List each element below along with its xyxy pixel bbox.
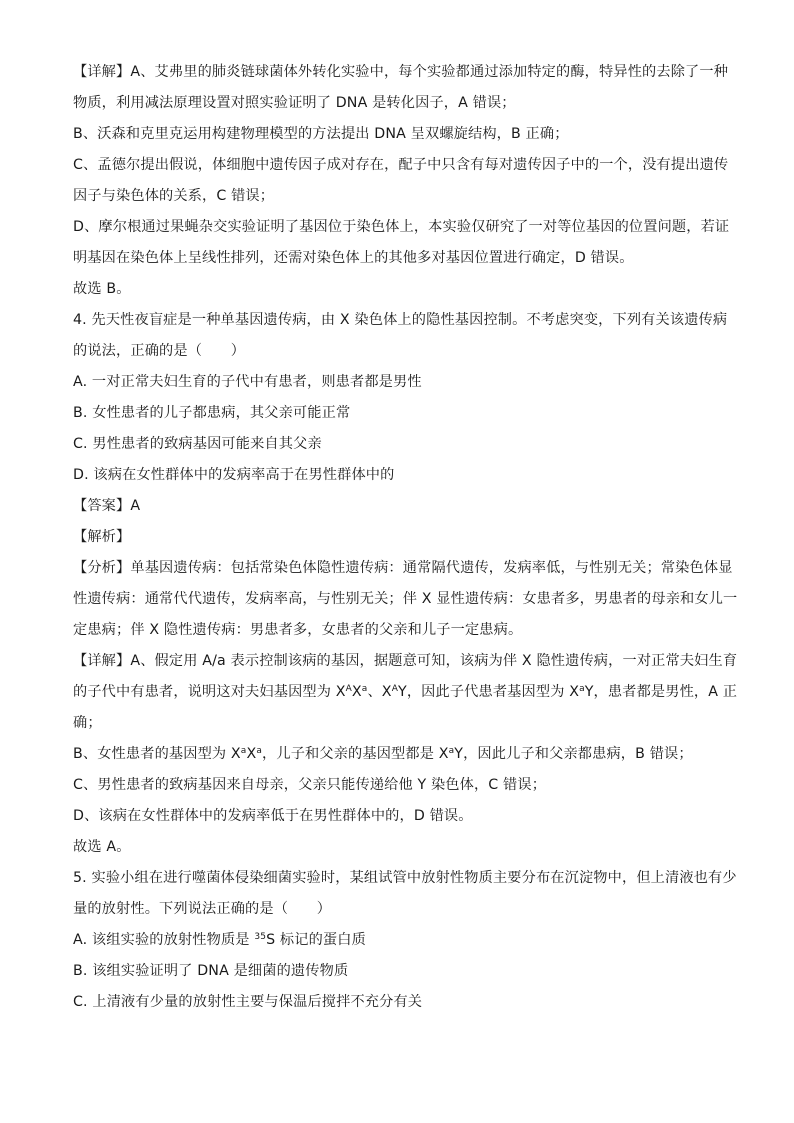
text-run: 、X <box>367 684 392 700</box>
superscript: a <box>448 746 455 756</box>
line-text: A. 一对正常夫妇生育的子代中有患者，则患者都是男性 <box>73 374 422 390</box>
line-text: 性遗传病：通常代代遗传，发病率高，与性别无关；伴 X 显性遗传病：女患者多，男患者的母亲和女儿一 <box>73 591 738 607</box>
line-text: B. 女性患者的儿子都患病，其父亲可能正常 <box>73 405 351 421</box>
text-run: X <box>351 684 362 700</box>
line-text: 量的放射性。下列说法正确的是（ ） <box>73 901 332 917</box>
line-text: C、男性患者的致病基因来自母亲，父亲只能传递给他 Y 染色体，C 错误； <box>73 777 547 793</box>
document-page <box>73 62 738 1023</box>
line-text: 故选 A。 <box>73 839 131 855</box>
option-c <box>73 434 721 454</box>
line-text: 物质，利用减法原理设置对照实验证明了 DNA 是转化因子，A 错误； <box>73 95 516 111</box>
line-text: 确； <box>73 715 102 731</box>
text-run: B、女性患者的基因型为 X <box>73 746 241 762</box>
section-tag: 【详解】 <box>73 64 131 80</box>
option-a <box>73 372 721 392</box>
text-line-4 <box>73 155 729 175</box>
superscript: a <box>579 684 585 694</box>
superscript: A <box>345 684 352 694</box>
line-text: 单基因遗传病：包括常染色体隐性遗传病：通常隔代遗传，发病率低，与性别无关；常染色体显 <box>130 560 733 576</box>
text-run: S 标记的蛋白质 <box>266 932 366 948</box>
text-run: Y，因此子代患者基因型为 X <box>398 684 580 700</box>
text-line-24 <box>73 775 721 795</box>
analysis-tag: 【解析】 <box>73 529 131 545</box>
text-line-21 <box>73 682 738 702</box>
text-line-18 <box>73 589 738 609</box>
line-text: 5. 实验小组在进行噬菌体侵染细菌实验时，某组试管中放射性物质主要分布在沉淀物中，但上清液也有少 <box>73 870 737 886</box>
superscript: 35 <box>254 932 267 942</box>
line-text: B. 该组实验证明了 DNA 是细菌的遗传物质 <box>73 963 349 979</box>
answer-value: A <box>130 498 141 514</box>
text-line-3 <box>73 124 721 144</box>
q5-option-c <box>73 992 721 1012</box>
text-run: ，儿子和父亲的基因型都是 X <box>262 746 449 762</box>
line-text: B、沃森和克里克运用构建物理模型的方法提出 DNA 呈双螺旋结构，B 正确； <box>73 126 569 142</box>
option-b <box>73 403 721 423</box>
line-text: 明基因在染色体上呈线性排列，还需对染色体上的其他多对基因位置进行确定，D 错误。 <box>73 250 634 266</box>
line-text: D、该病在女性群体中的发病率低于在男性群体中的，D 错误。 <box>73 808 473 824</box>
line-text: A、假定用 A/a 表示控制该病的基因，据题意可知，该病为伴 X 隐性遗传病，一对正常夫妇生育 <box>130 653 738 669</box>
text-line-2 <box>73 93 721 113</box>
text-line-6 <box>73 217 730 237</box>
question-5-stem <box>73 868 737 888</box>
text-line-7 <box>73 248 721 268</box>
answer-line <box>73 496 721 516</box>
question-4-stem-cont <box>73 341 721 361</box>
text-run: Y，患者都是男性，A 正 <box>584 684 738 700</box>
line-text: C、孟德尔提出假说，体细胞中遗传因子成对存在，配子中只含有每对遗传因子中的一个，没有提出遗传 <box>73 157 729 173</box>
text-line-1 <box>73 62 729 82</box>
line-text: C. 男性患者的致病基因可能来自其父亲 <box>73 436 322 452</box>
analysis-heading <box>73 527 721 547</box>
line-text: D、摩尔根通过果蝇杂交实验证明了基因位于染色体上，本实验仅研究了一对等位基因的位置问题，若证 <box>73 219 730 235</box>
text-line-25 <box>73 806 721 826</box>
line-text: 的说法，正确的是（ ） <box>73 343 246 359</box>
text-line-26 <box>73 837 721 857</box>
line-text: D. 该病在女性群体中的发病率高于在男性群体中的 <box>73 467 395 483</box>
text-run: X <box>246 746 257 762</box>
text-line-23 <box>73 744 721 764</box>
q5-option-a <box>73 930 721 950</box>
line-text: A、艾弗里的肺炎链球菌体外转化实验中，每个实验都通过添加特定的酶，特异性的去除了一种 <box>130 64 729 80</box>
answer-tag: 【答案】 <box>73 498 131 514</box>
text-run: Y，因此儿子和父亲都患病，B 错误； <box>454 746 693 762</box>
line-text: C. 上清液有少量的放射性主要与保温后搅拌不充分有关 <box>73 994 423 1010</box>
superscript: a <box>361 684 368 694</box>
line-text: 因子与染色体的关系，C 错误； <box>73 188 275 204</box>
text-line-17 <box>73 558 733 578</box>
text-line-19 <box>73 620 721 640</box>
line-text: 定患病；伴 X 隐性遗传病：男患者多，女患者的父亲和儿子一定患病。 <box>73 622 523 638</box>
text-line-20 <box>73 651 738 671</box>
text-line-5 <box>73 186 721 206</box>
q5-option-b <box>73 961 721 981</box>
section-tag: 【详解】 <box>73 653 131 669</box>
question-4-stem <box>73 310 728 330</box>
text-line-8 <box>73 279 721 299</box>
line-text: 4. 先天性夜盲症是一种单基因遗传病，由 X 染色体上的隐性基因控制。不考虑突变，下列有关该遗传病 <box>73 312 728 328</box>
text-run: 的子代中有患者，说明这对夫妇基因型为 X <box>73 684 346 700</box>
text-run: A. 该组实验的放射性物质是 <box>73 932 255 948</box>
superscript: A <box>391 684 398 694</box>
superscript: a <box>256 746 263 756</box>
section-tag: 【分析】 <box>73 560 131 576</box>
superscript: a <box>240 746 247 756</box>
text-line-22 <box>73 713 721 733</box>
line-text: 故选 B。 <box>73 281 131 297</box>
question-5-stem-cont <box>73 899 721 919</box>
option-d <box>73 465 721 485</box>
